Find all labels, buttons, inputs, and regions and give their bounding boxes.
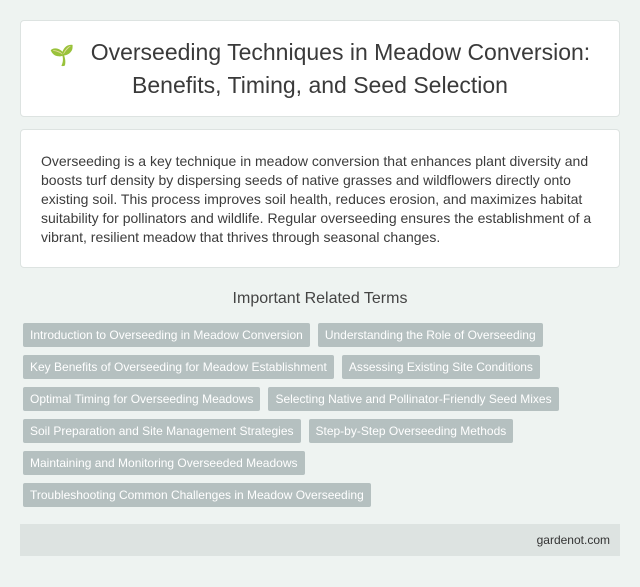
related-term-tag[interactable]: Understanding the Role of Overseeding: [318, 323, 543, 347]
related-term-tag[interactable]: Soil Preparation and Site Management Strategies: [23, 419, 301, 443]
related-term-tag[interactable]: Maintaining and Monitoring Overseeded Meadows: [23, 451, 305, 475]
page-title: [39, 37, 601, 100]
related-term-tag[interactable]: Troubleshooting Common Challenges in Meadow Overseeding: [23, 483, 371, 507]
footer-site[interactable]: gardenot.com: [536, 533, 610, 547]
related-term-tag[interactable]: Key Benefits of Overseeding for Meadow Establishment: [23, 355, 334, 379]
related-term-tag[interactable]: Introduction to Overseeding in Meadow Conversion: [23, 323, 310, 347]
summary-text: Overseeding is a key technique in meadow conversion that enhances plant diversity and boosts turf density by dispersing seeds of native grasses and wildflowers directly onto existing soil. This process improves soil health, reduces erosion, and maximizes habitat suitability for pollinators and wildlife. Regular overseeding ensures the establishment of a vibrant, resilient meadow that thrives through seasonal changes.: [41, 153, 592, 245]
title-card: [20, 20, 620, 117]
related-terms-heading: Important Related Terms: [232, 290, 408, 307]
related-term-tag[interactable]: Selecting Native and Pollinator-Friendly Seed Mixes: [268, 387, 558, 411]
footer: [20, 524, 620, 556]
related-term-tag[interactable]: Step-by-Step Overseeding Methods: [309, 419, 514, 443]
related-terms-list: [20, 323, 580, 515]
related-term-tag[interactable]: Optimal Timing for Overseeding Meadows: [23, 387, 260, 411]
sprout-icon: 🌱: [49, 43, 75, 67]
related-term-tag[interactable]: Assessing Existing Site Conditions: [342, 355, 540, 379]
summary-card: [20, 129, 620, 268]
page-title-text: Overseeding Techniques in Meadow Conversion: Benefits, Timing, and Seed Selection: [90, 39, 591, 98]
